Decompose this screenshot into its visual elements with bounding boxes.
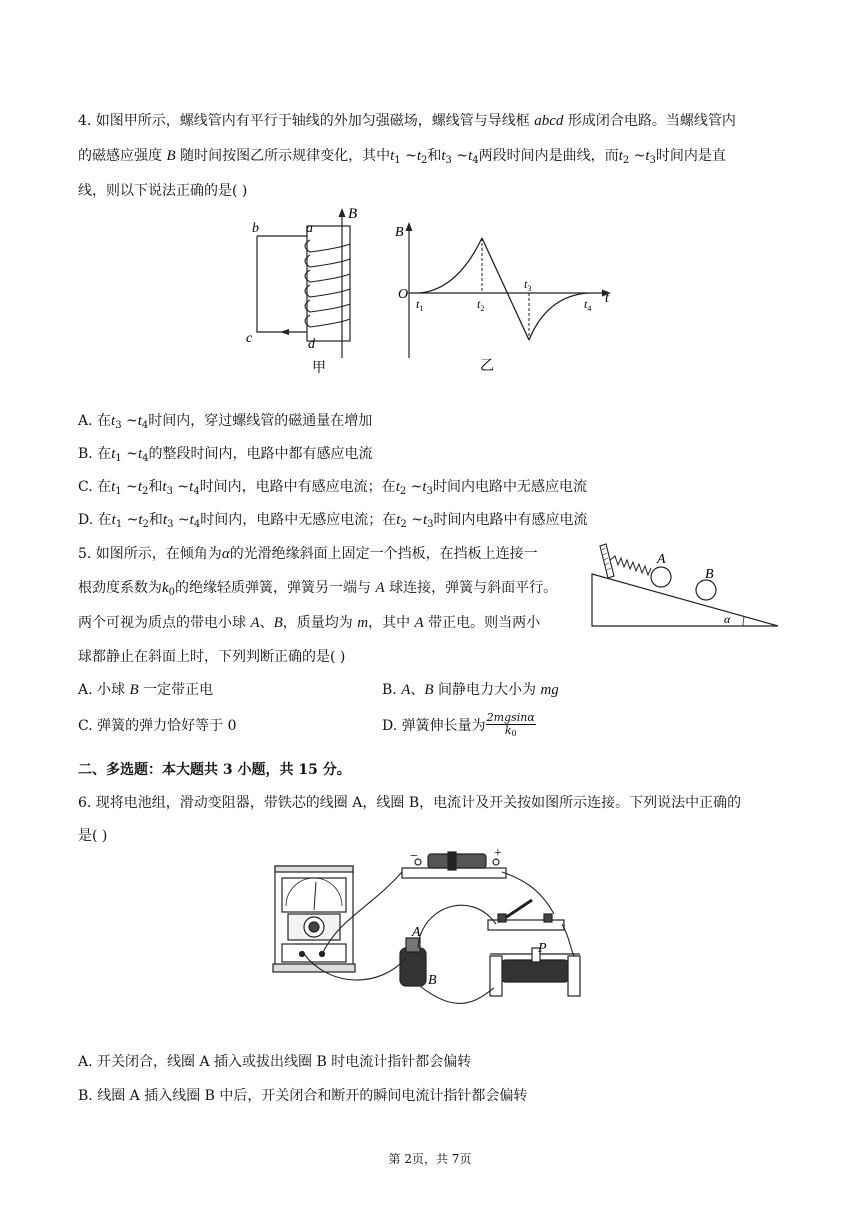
q5-line-3	[78, 613, 540, 633]
text: 两个可视为质点的带电小球	[78, 615, 251, 631]
text: 一定带正电	[138, 682, 214, 698]
switch	[488, 900, 564, 930]
q4-line-2: 的磁感应强度 B 随时间按图乙所示规律变化，其中$t_1$ $\sim t_2$和$t_3$ $\sim t_4$两段时间内是曲线，而$t_2$ $\sim t_3$时间内是直	[78, 148, 726, 166]
text: ，其中	[368, 615, 415, 631]
label-minus: −	[410, 849, 418, 864]
figure-graph-yi	[392, 218, 622, 378]
label-B: B	[348, 206, 358, 222]
text: 时间内是直	[655, 148, 726, 164]
tick-t4: $t_4$	[584, 297, 592, 313]
figure-incline	[588, 540, 784, 632]
q4-line-1	[78, 111, 736, 131]
coil-b	[400, 938, 426, 986]
var-B: B	[129, 682, 139, 698]
text: 时间内，电路中有感应电流；在	[199, 479, 396, 495]
text: B.	[382, 682, 402, 698]
label-t: t	[605, 291, 609, 306]
label-a: a	[306, 221, 313, 236]
text: 、	[410, 682, 425, 698]
page-footer: 第 2页，共 7页	[388, 1152, 472, 1166]
text: A. 小球	[78, 682, 130, 698]
text: C. 在	[78, 479, 112, 495]
text: 5. 如图所示，在倾角为	[78, 546, 222, 562]
fraction	[486, 712, 536, 740]
label-b: b	[252, 221, 259, 236]
q4-option-a: A. 在$t_3$ $\sim t_4$时间内，穿过螺线管的磁通量在增加	[78, 413, 373, 431]
text: 随时间按图乙所示规律变化，其中	[175, 148, 391, 164]
text: 和	[148, 512, 163, 528]
var-B: B	[424, 682, 434, 698]
label-B: B	[395, 225, 404, 240]
text: 根劲度系数为	[78, 580, 162, 596]
label-c: c	[246, 331, 253, 346]
text: 带正电。则当两小	[423, 615, 541, 631]
tick-t1: $t_1$	[416, 297, 424, 313]
text: ，质量均为	[282, 615, 358, 631]
label-P: P	[538, 941, 547, 956]
var-A: A	[250, 615, 260, 631]
text: 两段时间内是曲线，而	[478, 148, 619, 164]
q6-option-a: A. 开关闭合，线圈 A 插入或拔出线圈 B 时电流计指针都会偏转	[78, 1054, 472, 1070]
label-A: A	[657, 552, 666, 567]
text: D. 在	[78, 512, 112, 528]
label-d: d	[308, 337, 315, 352]
q6-option-b: B. 线圈 A 插入线圈 B 中后，开关闭合和断开的瞬间电流计指针都会偏转	[78, 1088, 528, 1104]
section-heading-multiple-choice: 二、多选题：本大题共 3 小题，共 15 分。	[78, 762, 351, 778]
var-abcd: abcd	[534, 113, 564, 129]
tick-t2: $t_2$	[477, 297, 485, 313]
figure-apparatus	[270, 848, 600, 1018]
label-alpha: α	[724, 612, 731, 626]
text: 的磁感应强度	[78, 148, 167, 164]
text: 和	[148, 479, 163, 495]
var-B: B	[166, 148, 176, 164]
var-m: m	[357, 615, 369, 631]
label-O: O	[398, 287, 409, 302]
text: 球连接，弹簧与斜面平行。	[384, 580, 558, 596]
text: B. 在	[78, 446, 112, 462]
var-A: A	[375, 580, 385, 596]
q4-line-3: 线，则以下说法正确的是( )	[78, 183, 248, 199]
q4-option-b: B. 在$t_1$ $\sim t_4$的整段时间内，电路中都有感应电流	[78, 446, 373, 464]
numerator: 2mgsinα	[486, 711, 535, 724]
text: 、	[259, 615, 274, 631]
text: 的光滑绝缘斜面上固定一个挡板，在挡板上连接一	[229, 546, 538, 562]
q5-option-c: C. 弹簧的弹力恰好等于 0	[78, 718, 237, 734]
text: 时间内电路中有感应电流	[433, 512, 588, 528]
rheostat	[490, 948, 580, 996]
label-B: B	[428, 973, 437, 988]
q5-option-a	[78, 680, 213, 700]
text: 间静电力大小为	[433, 682, 541, 698]
q5-line-1	[78, 544, 538, 564]
q6-line-1: 6. 现将电池组，滑动变阻器，带铁芯的线圈 A，线圈 B，电流计及开关按如图所示连接。下列说法中正确的	[78, 795, 742, 811]
label-B: B	[705, 567, 714, 582]
var-B: B	[273, 615, 283, 631]
text: 4. 如图甲所示，螺线管内有平行于轴线的外加匀强磁场，螺线管与导线框	[78, 113, 535, 129]
q5-option-b	[382, 680, 559, 700]
q4-option-d: D. 在$t_1$ $\sim t_2$和$t_3$ $\sim t_4$时间内，电路中无感应电流；在$t_2$ $\sim t_3$时间内电路中有感应电流	[78, 512, 588, 530]
label-A: A	[412, 925, 421, 940]
figure-solenoid-jia	[240, 200, 380, 375]
caption-jia: 甲	[312, 361, 326, 375]
q5-line-4: 球都静止在斜面上时，下列判断正确的是( )	[78, 649, 346, 665]
text: A. 在	[78, 413, 112, 429]
var-A: A	[414, 615, 424, 631]
text: 的绝缘轻质弹簧，弹簧另一端与	[175, 580, 376, 596]
text: D. 弹簧伸长量为	[382, 718, 486, 734]
caption-yi: 乙	[480, 359, 494, 374]
text: 时间内，电路中无感应电流；在	[200, 512, 397, 528]
var-mg: mg	[540, 682, 559, 698]
galvanometer	[273, 866, 355, 972]
q6-line-2: 是( )	[78, 828, 108, 844]
label-plus: +	[494, 848, 502, 861]
var-alpha: α	[221, 546, 230, 562]
tick-t3: $t_3$	[524, 277, 532, 293]
q4-option-c: C. 在$t_1$ $\sim t_2$和$t_3$ $\sim t_4$时间内，电路中有感应电流；在$t_2$ $\sim t_3$时间内电路中无感应电流	[78, 479, 587, 497]
text: 的整段时间内，电路中都有感应电流	[148, 446, 373, 462]
text: 时间内电路中无感应电流	[432, 479, 587, 495]
text: 形成闭合电路。当螺线管内	[563, 113, 736, 129]
q5-option-d	[382, 712, 536, 740]
text: 和	[427, 148, 442, 164]
var-A: A	[401, 682, 411, 698]
denominator: $k_0$	[504, 724, 517, 738]
text: 时间内，穿过螺线管的磁通量在增加	[148, 413, 373, 429]
q5-line-2: 根劲度系数为$k_0$的绝缘轻质弹簧，弹簧另一端与 A 球连接，弹簧与斜面平行。	[78, 580, 558, 598]
